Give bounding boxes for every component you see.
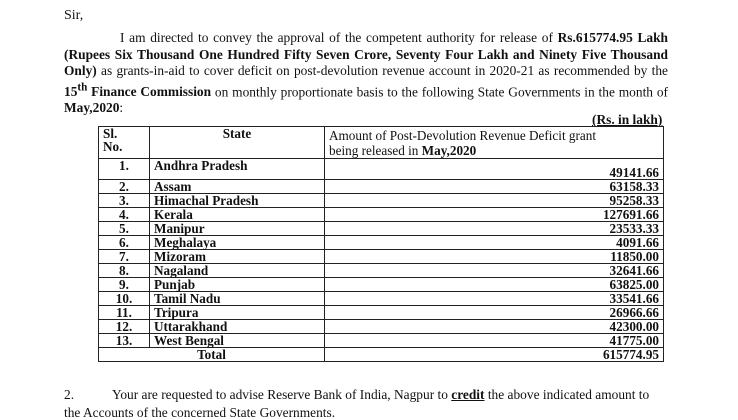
table-row (99, 159, 664, 180)
total-amount: 615774.95 (325, 348, 664, 362)
row-sl-no: 10. (99, 292, 150, 306)
table-row (99, 334, 664, 348)
row-state: Assam (150, 180, 325, 194)
row-amount: 23533.33 (325, 222, 664, 236)
table-row (99, 320, 664, 334)
table-row (99, 264, 664, 278)
total-row (99, 348, 664, 362)
row-state: Andhra Pradesh (150, 159, 325, 180)
row-amount: 11850.00 (325, 250, 664, 264)
row-sl-no: 4. (99, 208, 150, 222)
row-amount: 4091.66 (325, 236, 664, 250)
row-sl-no: 2. (99, 180, 150, 194)
row-sl-no: 3. (99, 194, 150, 208)
row-amount: 33541.66 (325, 292, 664, 306)
row-state: West Bengal (150, 334, 325, 348)
fc-suffix: th (77, 81, 88, 94)
table-row (99, 180, 664, 194)
intro-colon: : (119, 100, 124, 116)
table-header-row (99, 127, 664, 159)
row-amount: 63825.00 (325, 278, 664, 292)
row-state: Punjab (150, 278, 325, 292)
salutation: Sir, (64, 8, 84, 23)
row-state: Tamil Nadu (150, 292, 325, 306)
cut-off-line: the Accounts of the concerned State Governments. (64, 405, 336, 420)
row-sl-no: 13. (99, 334, 150, 348)
intro-paragraph (64, 30, 668, 117)
row-sl-no: 7. (99, 250, 150, 264)
release-month: May,2020 (64, 100, 120, 116)
row-sl-no: 5. (99, 222, 150, 236)
row-sl-no: 6. (99, 236, 150, 250)
credit-word: credit (451, 387, 485, 402)
units-label: (Rs. in lakh) (592, 112, 663, 127)
header-sl-no: Sl. No. (99, 127, 150, 159)
row-sl-no: 9. (99, 278, 150, 292)
row-amount: 42300.00 (325, 320, 664, 334)
intro-text-2: as grants-in-aid to cover deficit on post-devolution revenue account in 2020-21 as recommended by the (96, 63, 668, 78)
row-amount: 41775.00 (325, 334, 664, 348)
row-state: Meghalaya (150, 236, 325, 250)
para-number: 2. (64, 387, 75, 402)
row-state: Himachal Pradesh (150, 194, 325, 208)
row-sl-no: 11. (99, 306, 150, 320)
table-row (99, 292, 664, 306)
paragraph-2 (64, 387, 670, 402)
table-row (99, 278, 664, 292)
fc-number: 15 (64, 83, 78, 99)
release-amount: Rs.615774.95 Lakh (557, 30, 668, 45)
table-row (99, 236, 664, 250)
grant-table (98, 126, 664, 362)
row-state: Manipur (150, 222, 325, 236)
row-amount: 32641.66 (325, 264, 664, 278)
header-state: State (150, 127, 325, 159)
total-label: Total (99, 348, 325, 362)
table-row (99, 222, 664, 236)
finance-commission: Finance Commission (87, 83, 212, 99)
row-state: Mizoram (150, 250, 325, 264)
intro-text-3: on monthly proportionate basis to the following State Governments in the month of (211, 83, 668, 99)
row-state: Uttarakhand (150, 320, 325, 334)
row-sl-no: 8. (99, 264, 150, 278)
row-sl-no: 1. (99, 159, 150, 180)
row-sl-no: 12. (99, 320, 150, 334)
table-row (99, 208, 664, 222)
row-amount: 26966.66 (325, 306, 664, 320)
table-row (99, 306, 664, 320)
row-state: Tripura (150, 306, 325, 320)
header-amount: Amount of Post-Devolution Revenue Deficit grant being released in May,2020 (325, 127, 664, 159)
table-row (99, 194, 664, 208)
intro-text-1: I am directed to convey the approval of the competent authority for release of (120, 30, 558, 45)
row-amount: 49141.66 (325, 159, 664, 180)
para2-text-2: the above indicated amount to (484, 387, 650, 402)
row-amount: 95258.33 (325, 194, 664, 208)
row-state: Nagaland (150, 264, 325, 278)
table-row (99, 250, 664, 264)
row-amount: 127691.66 (325, 208, 664, 222)
row-state: Kerala (150, 208, 325, 222)
amount-in-words: (Rupees Six Thousand One Hundred Fifty Seven Crore, Seventy Four Lakh and Ninety Five Thousand Only) (64, 46, 668, 78)
para2-text-1: Your are requested to advise Reserve Bank of India, Nagpur to (112, 387, 452, 402)
row-amount: 63158.33 (325, 180, 664, 194)
